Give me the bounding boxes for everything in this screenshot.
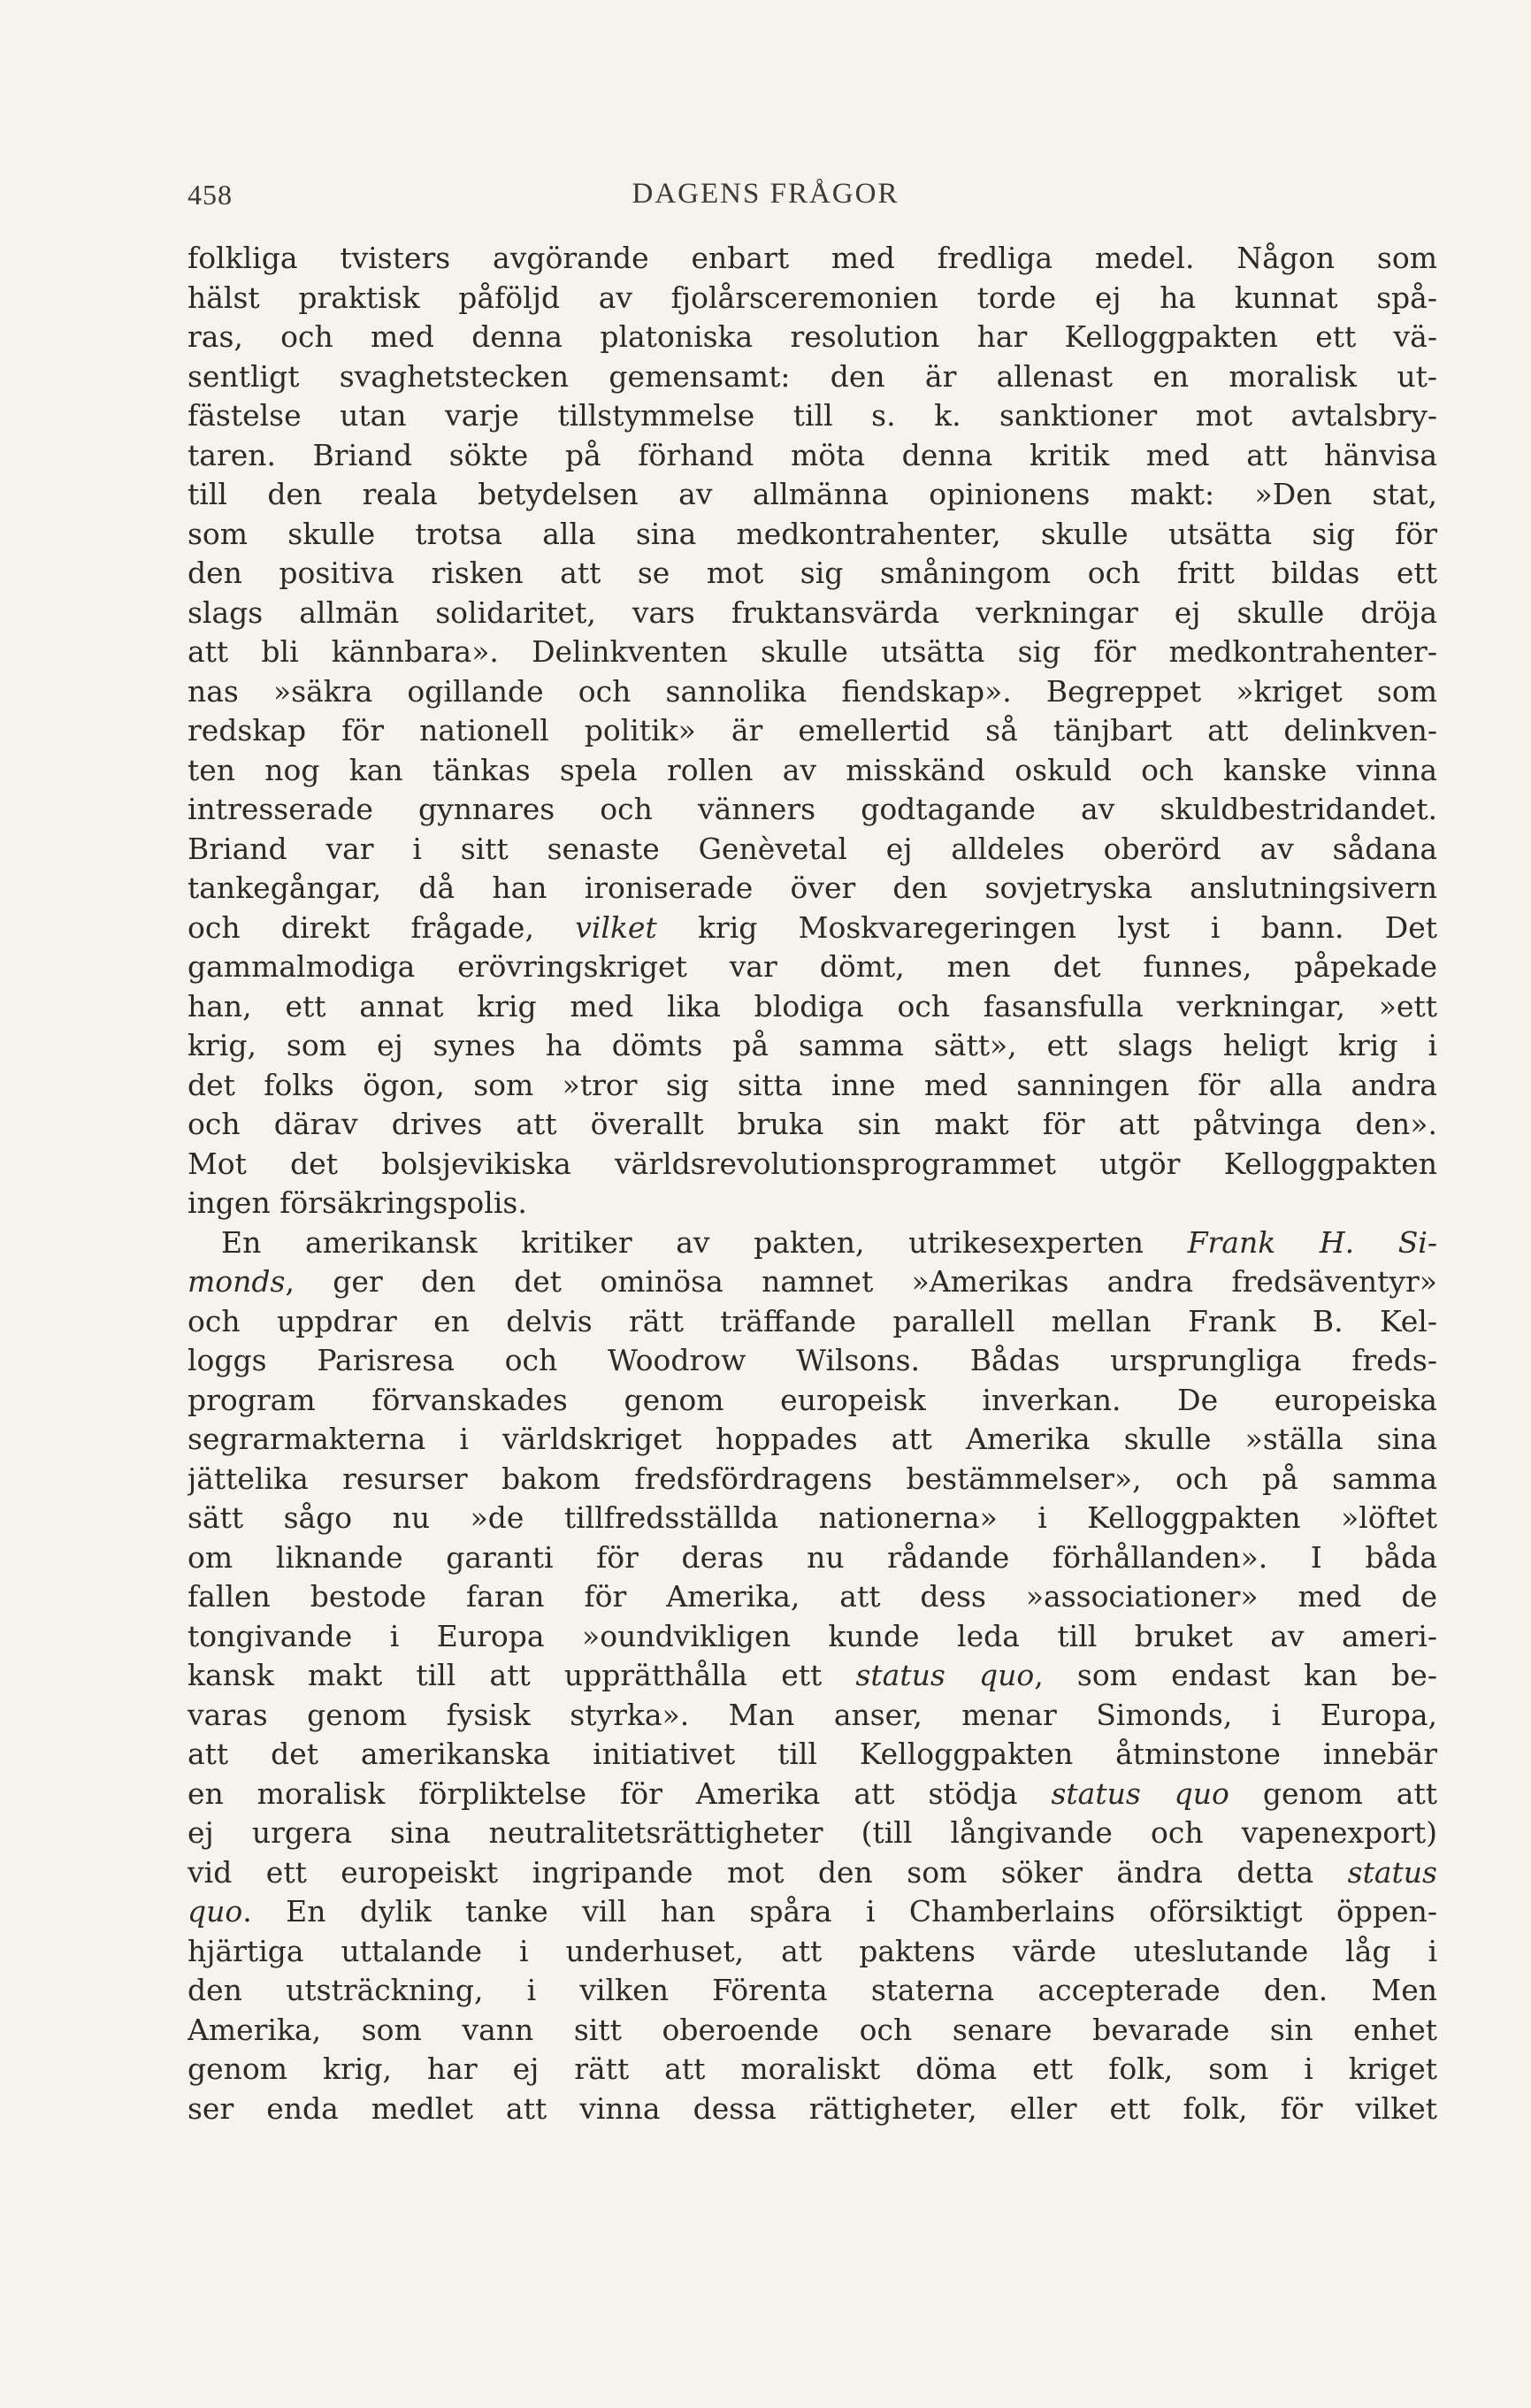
text-line (188, 1735, 1437, 1775)
text-line (188, 1223, 1437, 1263)
text-line (188, 1499, 1437, 1538)
text-run: . En dylik tanke vill han spåra i Chamberlains oförsiktigt öppen- (242, 1894, 1437, 1929)
text-line (188, 1892, 1437, 1932)
page-header (0, 0, 1531, 212)
text-run: segrarmakterna i världskriget hoppades att Amerika skulle »ställa sina (188, 1422, 1437, 1456)
text-run: till den reala betydelsen av allmänna opinionens makt: »Den stat, (188, 477, 1437, 511)
text-line (188, 987, 1437, 1027)
text-run: tongivande i Europa »oundvikligen kunde leda till bruket av ameri- (188, 1618, 1437, 1653)
text-run: Amerika, som vann sitt oberoende och senare bevarade sin enhet (188, 2012, 1437, 2047)
text-run: som skulle trotsa alla sina medkontrahenter, skulle utsätta sig för (188, 516, 1437, 551)
text-run: hjärtiga uttalande i underhuset, att paktens värde uteslutande låg i (188, 1933, 1437, 1968)
text-line (188, 1026, 1437, 1066)
text-line (188, 436, 1437, 476)
text-line (188, 1066, 1437, 1106)
text-line (188, 1145, 1437, 1185)
text-run: genom att (1229, 1775, 1437, 1811)
text-run: om liknande garanti för deras nu rådande förhållanden». I båda (188, 1539, 1437, 1575)
text-line (188, 396, 1437, 436)
text-line (188, 1105, 1437, 1145)
text-line (188, 594, 1437, 633)
text-run: loggs Parisresa och Woodrow Wilsons. Bådas ursprungliga freds- (188, 1343, 1437, 1377)
text-run: Mot det bolsjevikiska världsrevolutionsprogrammet utgör Kelloggpakten (188, 1146, 1437, 1181)
text-line (188, 1262, 1437, 1302)
text-line (188, 751, 1437, 791)
text-run: ten nog kan tänkas spela rollen av misskänd oskuld och kanske vinna (188, 752, 1437, 787)
text-line (188, 1971, 1437, 2011)
text-run: sätt sågo nu »de tillfredsställda nationerna» i Kelloggpakten »löftet (188, 1500, 1437, 1535)
text-line (188, 2090, 1437, 2129)
text-line (188, 1617, 1437, 1657)
text-line (188, 1696, 1437, 1736)
text-line (188, 909, 1437, 948)
text-run: att det amerikanska initiativet till Kelloggpakten åtminstone innebär (188, 1737, 1437, 1771)
text-run: , som endast kan be- (1034, 1658, 1437, 1692)
running-head: DAGENS FRÅGOR (632, 178, 899, 210)
text-run: ingen försäkringspolis. (188, 1185, 527, 1220)
text-run: det folks ögon, som »tror sig sitta inne med sanningen för alla andra (188, 1067, 1437, 1102)
text-line (188, 279, 1437, 318)
text-run: En amerikansk kritiker av pakten, utrikesexperten (221, 1224, 1188, 1260)
text-line (188, 672, 1437, 712)
text-line (188, 1932, 1437, 1972)
text-run: fallen bestode faran för Amerika, att dess »associationer» med de (188, 1579, 1437, 1614)
text-run: kansk makt till att upprätthålla ett (188, 1658, 856, 1692)
text-line (188, 357, 1437, 397)
text-run: fästelse utan varje tillstymmelse till s. k. sanktioner mot avtalsbry- (188, 398, 1437, 433)
text-line (188, 239, 1437, 279)
text-run: intresserade gynnares och vänners godtagande av skuldbestridandet. (188, 792, 1437, 826)
text-run: program förvanskades genom europeisk inverkan. De europeiska (188, 1382, 1437, 1417)
italic-text: monds (188, 1264, 286, 1299)
text-line (188, 475, 1437, 515)
text-run: redskap för nationell politik» är emellertid så tänjbart att delinkven- (188, 713, 1437, 748)
text-run: och därav drives att överallt bruka sin makt för att påtvinga den». (188, 1107, 1437, 1141)
text-run: hälst praktisk påföljd av fjolårsceremonien torde ej ha kunnat spå- (188, 280, 1437, 315)
italic-text: vilket (575, 909, 657, 945)
text-line (188, 515, 1437, 555)
italic-text: status (1347, 1854, 1437, 1890)
text-run: slags allmän solidaritet, vars fruktansvärda verkningar ej skulle dröja (188, 594, 1437, 630)
text-run: folkliga tvisters avgörande enbart med fredliga medel. Någon som (188, 241, 1437, 275)
text-run: Briand var i sitt senaste Genèvetal ej alldeles oberörd av sådana (188, 831, 1437, 866)
italic-text: status quo (855, 1658, 1035, 1692)
text-line (188, 1538, 1437, 1578)
body-text (188, 239, 1437, 2128)
text-run: tankegångar, då han ironiserade över den sovjetryska anslutningsivern (188, 870, 1437, 905)
text-line (188, 790, 1437, 830)
text-run: nas »säkra ogillande och sannolika fiendskap». Begreppet »kriget som (188, 673, 1437, 709)
text-line (188, 1577, 1437, 1617)
text-run: ser enda medlet att vinna dessa rättigheter, eller ett folk, för vilket (188, 2090, 1437, 2126)
text-line (188, 1853, 1437, 1893)
text-run: vid ett europeiskt ingripande mot den som söker ändra detta (188, 1854, 1348, 1890)
italic-text: status quo (1051, 1775, 1229, 1811)
text-line (188, 1184, 1437, 1223)
text-line (188, 1302, 1437, 1342)
text-run: genom krig, har ej rätt att moraliskt döma ett folk, som i kriget (188, 2051, 1437, 2086)
text-run: en moralisk förpliktelse för Amerika att stödja (188, 1775, 1052, 1811)
text-line (188, 1814, 1437, 1853)
text-line (188, 2050, 1437, 2090)
text-line (188, 2011, 1437, 2051)
text-line (188, 1381, 1437, 1421)
text-run: taren. Briand sökte på förhand möta denna kritik med att hänvisa (188, 437, 1437, 472)
text-run: att bli kännbara». Delinkventen skulle utsätta sig för medkontrahenter- (188, 634, 1437, 669)
text-run: varas genom fysisk styrka». Man anser, menar Simonds, i Europa, (188, 1697, 1437, 1732)
italic-text: Frank H. Si- (1187, 1224, 1437, 1260)
text-line (188, 947, 1437, 987)
text-line (188, 1420, 1437, 1460)
text-run: , ger den det ominösa namnet »Amerikas andra fredsäventyr» (285, 1264, 1437, 1299)
text-line (188, 633, 1437, 672)
text-line (188, 1656, 1437, 1696)
text-run: han, ett annat krig med lika blodiga och fasansfulla verkningar, »ett (188, 988, 1437, 1024)
text-line (188, 554, 1437, 594)
text-line (188, 318, 1437, 357)
text-run: och uppdrar en delvis rätt träffande parallell mellan Frank B. Kel- (188, 1303, 1437, 1338)
text-line (188, 1341, 1437, 1381)
text-run: den utsträckning, i vilken Förenta staterna accepterade den. Men (188, 1973, 1437, 2007)
text-line (188, 711, 1437, 751)
text-run: sentligt svaghetstecken gemensamt: den är allenast en moralisk ut- (188, 358, 1437, 394)
text-line (188, 830, 1437, 870)
text-run: och direkt frågade, (188, 909, 576, 945)
text-run: ej urgera sina neutralitetsrättigheter (till långivande och vapenexport) (188, 1815, 1437, 1850)
text-line (188, 869, 1437, 909)
text-run: den positiva risken att se mot sig småningom och fritt bildas ett (188, 556, 1437, 590)
text-run: gammalmodiga erövringskriget var dömt, men det funnes, påpekade (188, 949, 1437, 984)
text-run: krig, som ej synes ha dömts på samma sätt», ett slags heligt krig i (188, 1028, 1437, 1062)
page-number: 458 (188, 179, 233, 211)
text-run: krig Moskvaregeringen lyst i bann. Det (656, 909, 1437, 945)
text-line (188, 1775, 1437, 1814)
text-run: ras, och med denna platoniska resolution har Kelloggpakten ett vä- (188, 319, 1437, 354)
text-run: jättelika resurser bakom fredsfördragens bestämmelser», och på samma (188, 1461, 1437, 1496)
italic-text: quo (188, 1894, 243, 1929)
text-line (188, 1460, 1437, 1499)
